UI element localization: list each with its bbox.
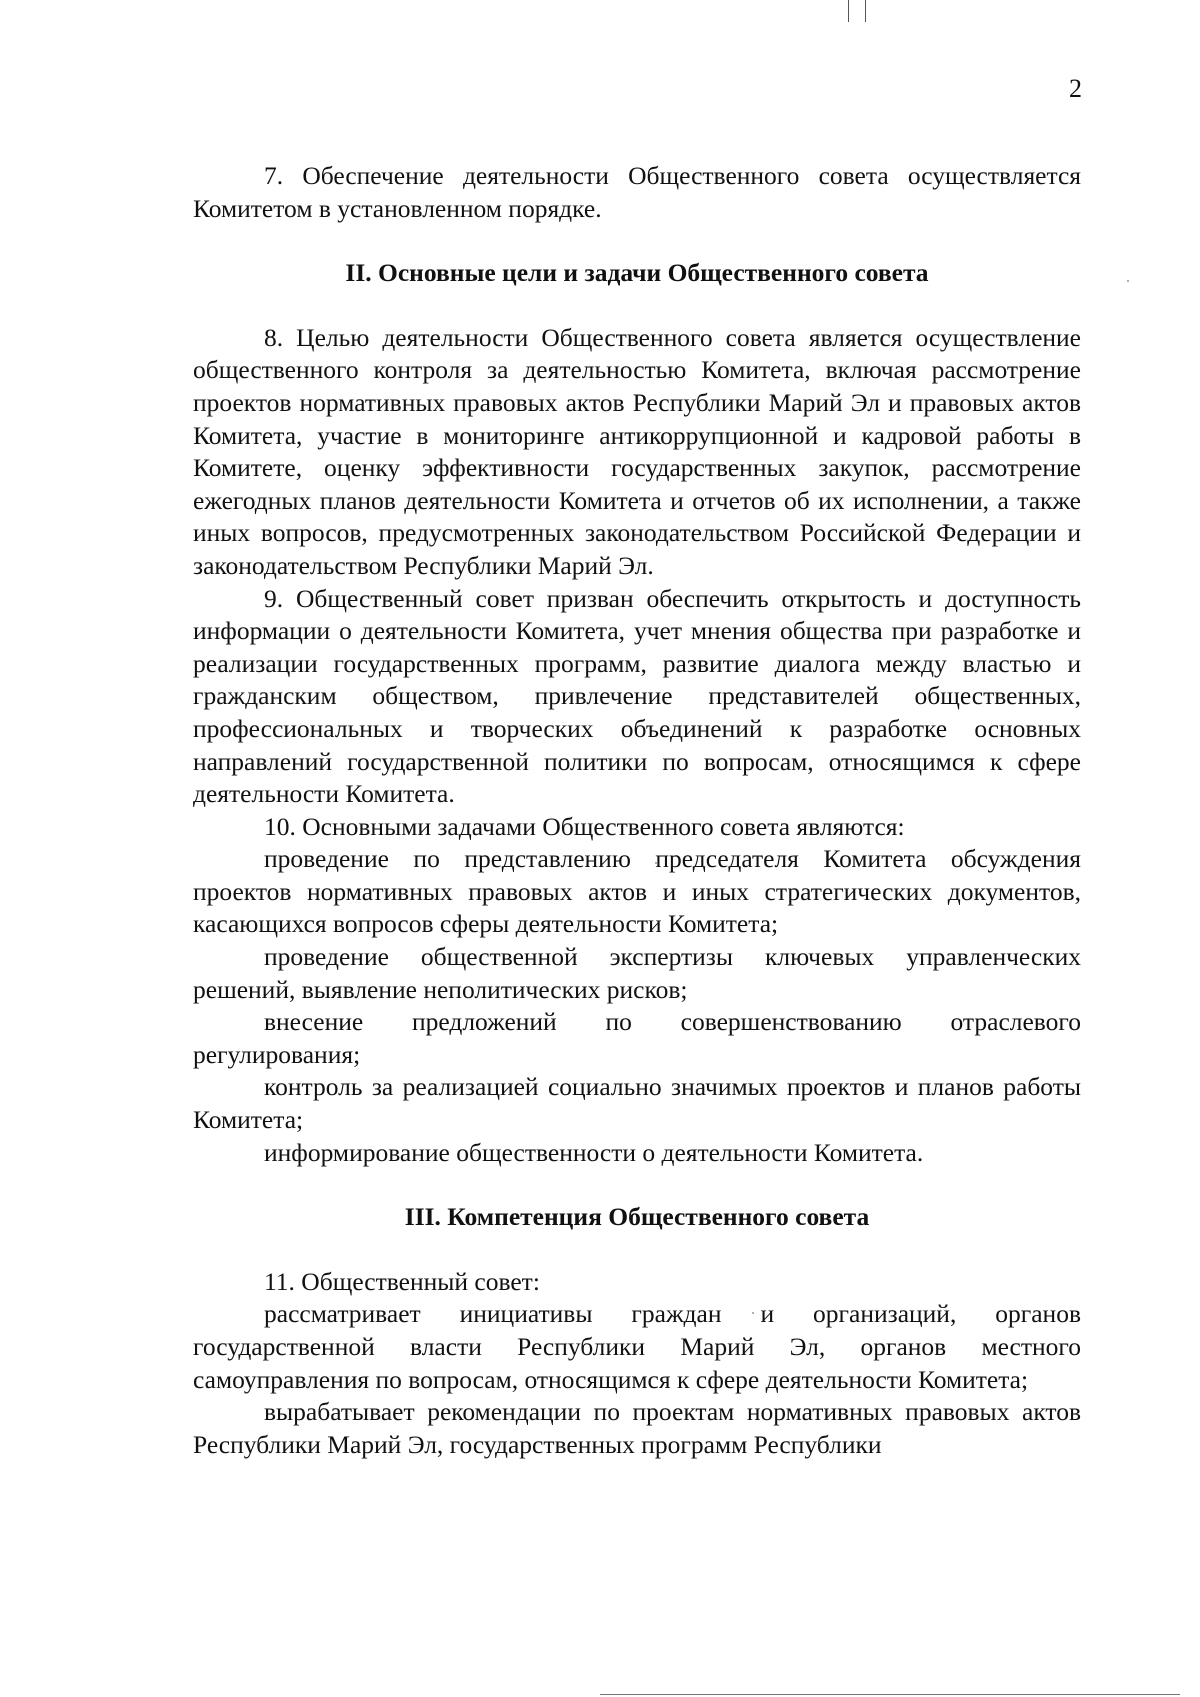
scan-staple-mark	[848, 0, 866, 22]
list-item: внесение предложений по совершенствованию отраслевого регулирования;	[193, 1007, 1081, 1069]
scan-edge-line	[600, 1694, 1180, 1695]
paragraph-10: 10. Основными задачами Общественного совета являются:	[264, 811, 905, 841]
list-item: рассматривает инициативы граждан и организаций, органов государственной власти Республики Марий Эл, органов местного самоуправления по вопросам, относящимся к сфере деятельности Комитета;	[193, 1299, 1081, 1394]
paragraph-9: 9. Общественный совет призван обеспечить открытость и доступность информации о деятельности Комитета, учет мнения общества при разработке и реализации государственных программ, развитие диалога между властью и гражданским обществом, привлечение представителей общественных, профессиональных и творческих объединений к разработке основных направлений государственной политики по вопросам, относящимся к сфере деятельности Комитета.	[193, 583, 1081, 809]
list-item: проведение общественной экспертизы ключевых управленческих решений, выявление неполитических рисков;	[193, 942, 1081, 1004]
paragraph-8: 8. Целью деятельности Общественного совета является осуществление общественного контроля за деятельностью Комитета, включая рассмотрение проектов нормативных правовых актов Республики Марий Эл и правовых актов Комитета, участие в мониторинге антикоррупционной и кадровой работы в Комитете, оценку эффективности государственных закупок, рассмотрение ежегодных планов деятельности Комитета и отчетов об их исполнении, а также иных вопросов, предусмотренных законодательством Российской Федерации и законодательством Республики Марий Эл.	[193, 322, 1081, 580]
section-2-heading: II. Основные цели и задачи Общественного совета	[345, 258, 929, 288]
list-item: контроль за реализацией социально значимых проектов и планов работы Комитета;	[193, 1072, 1081, 1135]
page-number: 2	[1069, 74, 1082, 103]
paragraph-11: 11. Общественный совет:	[264, 1266, 540, 1296]
document-body	[193, 160, 1081, 1461]
section-3-heading: III. Компетенция Общественного совета	[404, 1202, 870, 1232]
scan-speck	[1127, 280, 1129, 282]
paragraph-7: 7. Обеспечение деятельности Общественного совета осуществляется Комитетом в установленном порядке.	[193, 161, 1081, 223]
list-item: проведение по представлению председателя Комитета обсуждения проектов нормативных правовых актов и иных стратегических документов, касающихся вопросов сферы деятельности Комитета;	[193, 844, 1081, 939]
list-item: вырабатывает рекомендации по проектам нормативных правовых актов Республики Марий Эл, государственных программ Республики	[193, 1397, 1081, 1459]
list-item: информирование общественности о деятельности Комитета.	[264, 1137, 924, 1167]
